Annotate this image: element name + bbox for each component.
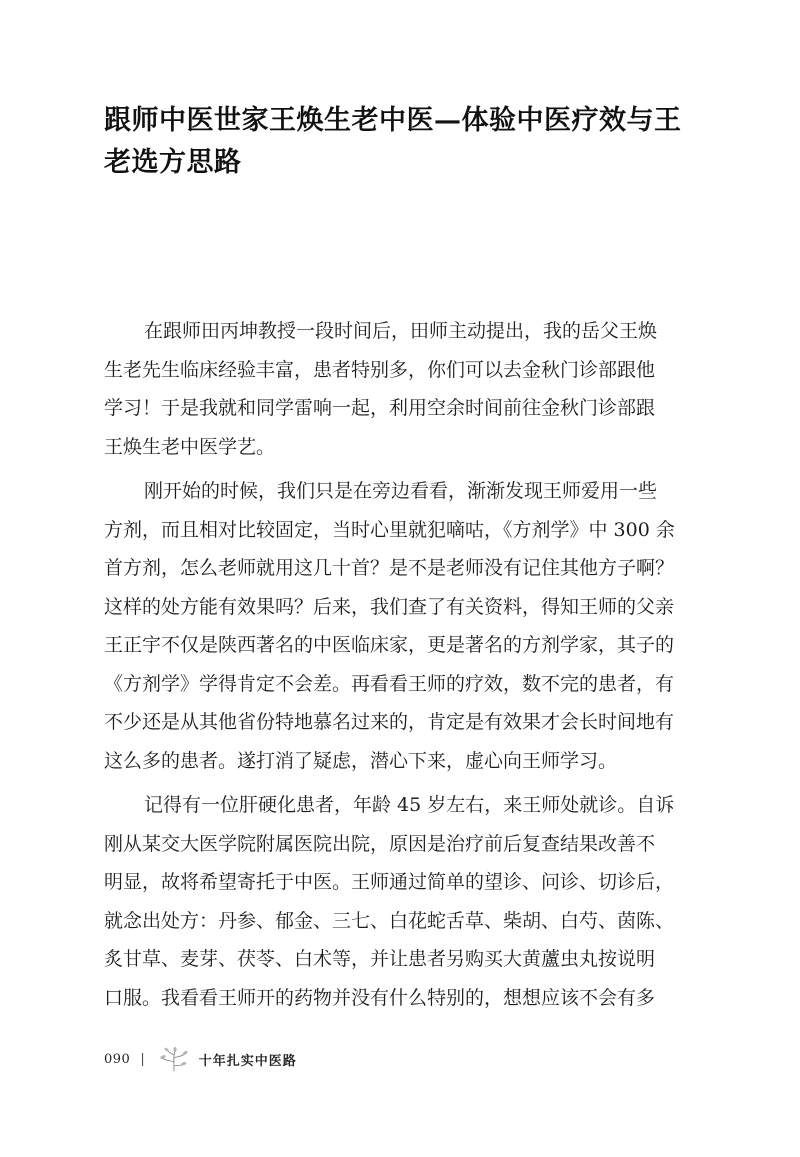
plant-icon (157, 1046, 191, 1072)
book-title: 十年扎实中医路 (198, 1053, 297, 1069)
paragraph-1 (104, 312, 664, 466)
text-line: 学习！于是我就和同学雷响一起，利用空余时间前往金秋门诊部跟 (104, 397, 656, 419)
chapter-title-line-1: 跟师中医世家王焕生老中医—体验中医疗效与王 (104, 105, 682, 136)
chapter-title-line-2: 老选方思路 (104, 147, 242, 178)
text-line: 方剂，而且相对比较固定，当时心里就犯嘀咕，《方剂学》中 300 余 (104, 518, 675, 541)
text-line: 刚开始的时候，我们只是在旁边看看，渐渐发现王师爱用一些 (144, 480, 658, 502)
text-line: 《方剂学》学得肯定不会差。再看看王师的疗效，数不完的患者，有 (104, 672, 675, 695)
body-text (104, 312, 675, 1023)
text-line: 生老先生临床经验丰富，患者特别多，你们可以去金秋门诊部跟他 (104, 358, 656, 381)
text-line: 王正宇不仅是陕西著名的中医临床家，更是著名的方剂学家，其子的 (104, 634, 675, 656)
text-line: 炙甘草、麦芽、茯苓、白术等，并让患者另购买大黄蘆虫丸按说明 (104, 948, 656, 970)
text-line: 这样的处方能有效果吗？后来，我们查了有关资料，得知王师的父亲 (104, 595, 675, 618)
paragraph-2 (104, 472, 675, 780)
text-line: 这么多的患者。遂打消了疑虑，潜心下来，虚心向王师学习。 (104, 749, 618, 772)
text-line: 明显，故将希望寄托于中医。王师通过简单的望诊、问诊、切诊后， (104, 871, 675, 893)
text-line: 首方剂，怎么老师就用这几十首？是不是老师没有记住其他方子啊？ (104, 557, 675, 579)
text-line: 刚从某交大医学院附属医院出院，原因是治疗前后复查结果改善不 (104, 832, 656, 855)
page-number: 090 (104, 1051, 131, 1067)
text-line: 就念出处方：丹参、郁金、三七、白花蛇舌草、柴胡、白芍、茵陈、 (104, 909, 675, 932)
paragraph-3 (104, 786, 675, 1017)
text-line: 在跟师田丙坤教授一段时间后，田师主动提出，我的岳父王焕 (144, 320, 658, 342)
chapter-title (104, 100, 684, 184)
footer-divider: | (140, 1051, 145, 1067)
page-footer (104, 1044, 297, 1074)
text-line: 记得有一位肝硬化患者，年龄 45 岁左右，来王师处就诊。自诉 (144, 794, 675, 816)
text-line: 不少还是从其他省份特地慕名过来的，肯定是有效果才会长时间地有 (104, 711, 675, 733)
text-line: 口服。我看看王师开的药物并没有什么特别的，想想应该不会有多 (104, 986, 656, 1009)
text-line: 王焕生老中医学艺。 (104, 435, 276, 458)
